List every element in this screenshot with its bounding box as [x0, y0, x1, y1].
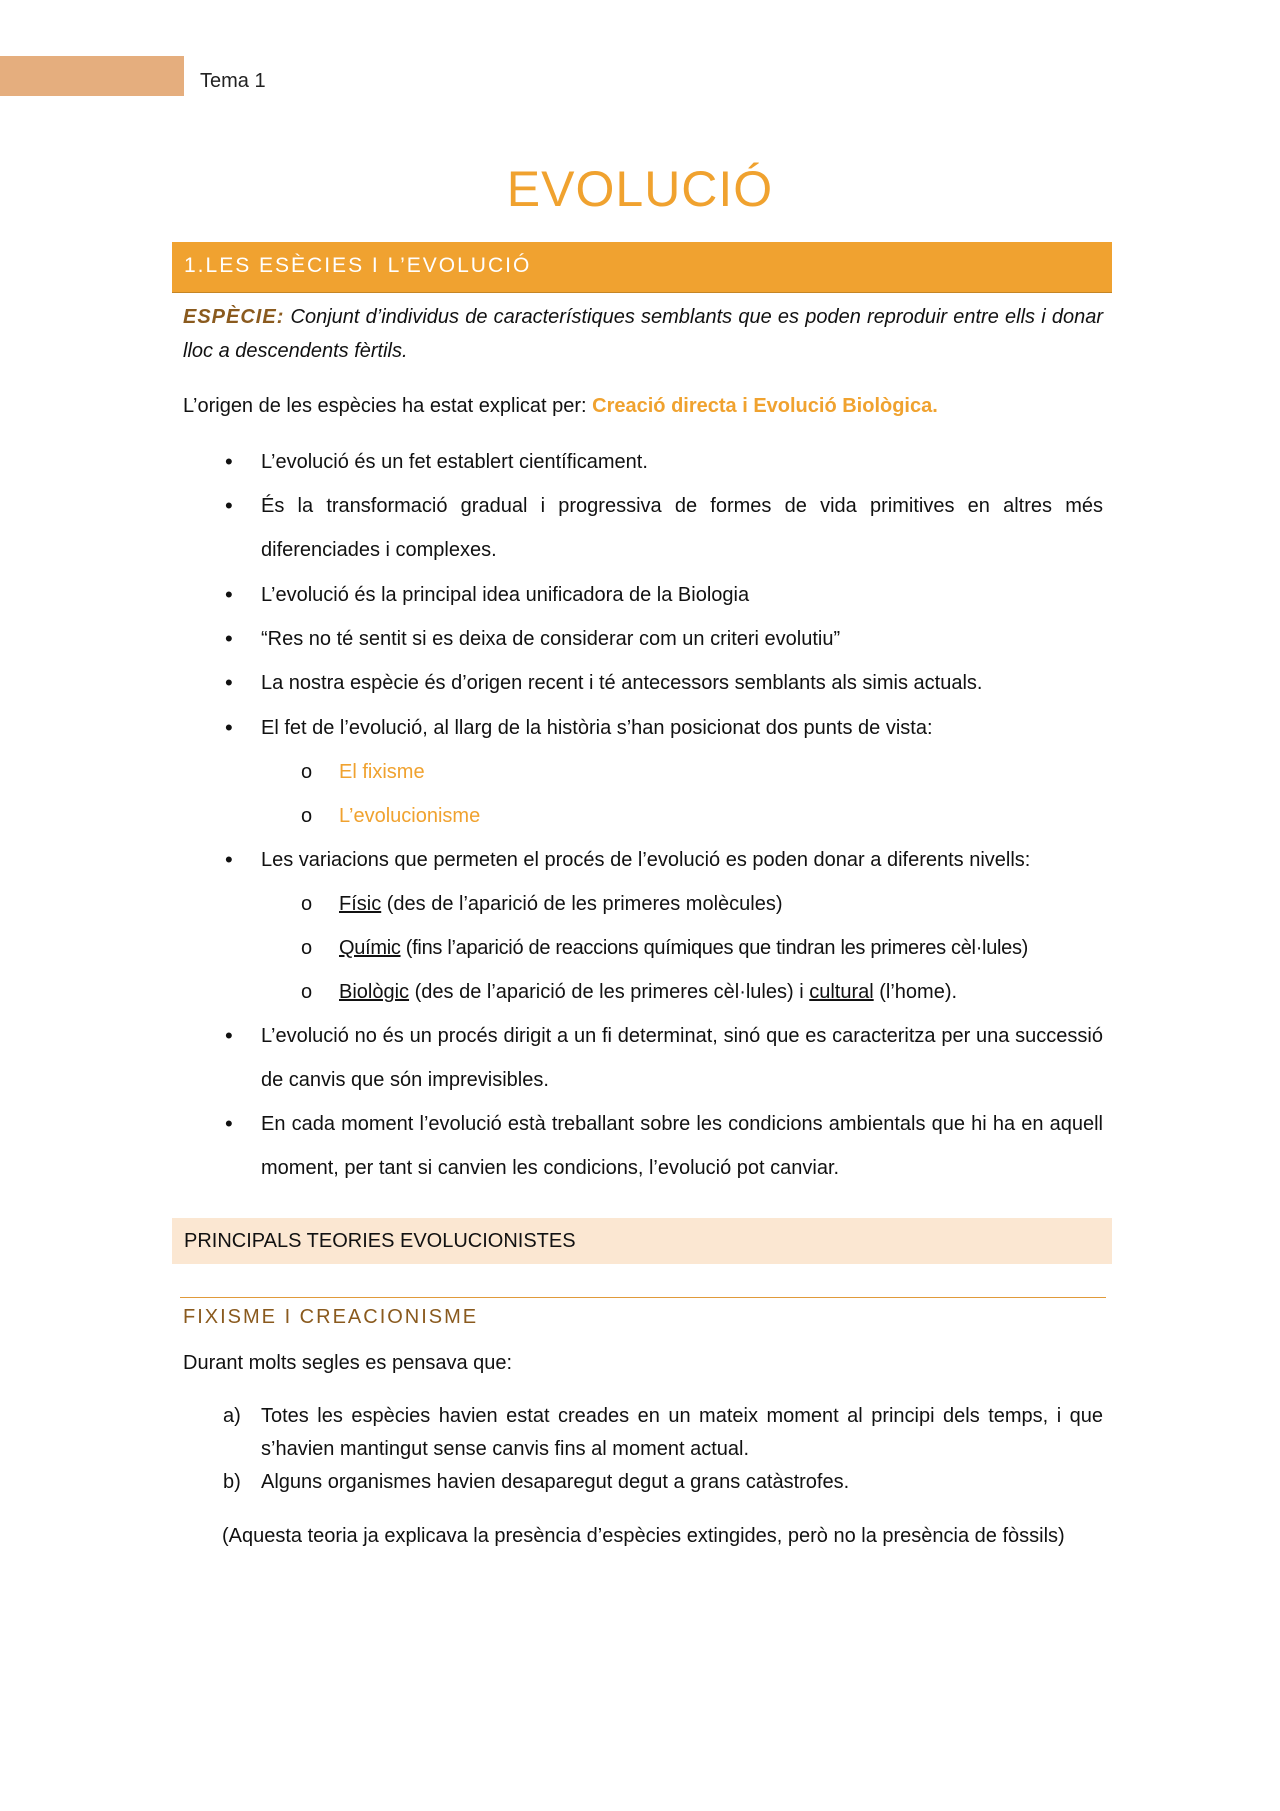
header-label: Tema 1 — [200, 70, 266, 92]
divider — [180, 1297, 1106, 1298]
section-heading-bar — [172, 242, 1112, 293]
level-description: (des de l’aparició de les primeres molècules) — [381, 893, 783, 915]
level-quimic — [339, 926, 1103, 970]
bullet-icon: • — [225, 847, 233, 872]
header-tab — [0, 56, 184, 96]
page-title: EVOLUCIÓ — [506, 161, 774, 217]
bullet-icon: • — [225, 449, 233, 474]
viewpoint-evolucionisme: L’evolucionisme — [339, 805, 481, 827]
level-description-cultural: (l’home). — [873, 981, 958, 1003]
subsection-heading: PRINCIPALS TEORIES EVOLUCIONISTES — [184, 1230, 576, 1252]
definition-text: Conjunt d’individus de característiques semblants que es poden reproduir entre ells i donar lloc a descendents fèrtils. — [183, 306, 1103, 362]
bullet-text: L’evolució no és un procés dirigit a un fi determinat, sinó que es caracteritza per una successió de canvis que són imprevisibles. — [261, 1025, 1103, 1091]
bullet-text: El fet de l’evolució, al llarg de la història s’han posicionat dos punts de vista: — [261, 717, 933, 739]
bullet-icon: • — [225, 1111, 233, 1136]
lettered-list — [183, 1400, 1103, 1499]
bullet-text: En cada moment l’evolució està treballant sobre les condicions ambientals que hi ha en aquell moment, per tant si canvien les condicions, l’evolució pot canviar. — [261, 1113, 1103, 1179]
item-text: Totes les espècies havien estat creades en un mateix moment al principi dels temps, i que s’havien mantingut sense canvis fins al moment actual. — [261, 1405, 1103, 1460]
subsection-heading-bar — [172, 1218, 1112, 1264]
bullet-icon: • — [225, 626, 233, 651]
circle-bullet-icon: o — [301, 981, 313, 1003]
bullet-text: L’evolució és un fet establert científicament. — [261, 451, 648, 473]
item-label: b) — [223, 1471, 241, 1493]
level-term: Biològic — [339, 981, 410, 1003]
bullet-icon: • — [225, 493, 233, 518]
bullet-text: L’evolució és la principal idea unificadora de la Biologia — [261, 584, 750, 606]
bullet-icon: • — [225, 670, 233, 695]
level-term: Físic — [339, 893, 382, 915]
level-term-cultural: cultural — [809, 981, 874, 1003]
bullet-text: “Res no té sentit si es deixa de considerar com un criteri evolutiu” — [261, 628, 841, 650]
level-description: (des de l’aparició de les primeres cèl·lules) i — [409, 981, 810, 1003]
origin-highlight: Creació directa i Evolució Biològica. — [592, 395, 938, 417]
note-paragraph: (Aquesta teoria ja explicava la presència d’espècies extingides, però no la presència de fòssils) — [222, 1525, 1065, 1547]
circle-bullet-icon: o — [301, 805, 313, 827]
definition-term: ESPÈCIE: — [183, 306, 285, 328]
item-text: Alguns organismes havien desaparegut degut a grans catàstrofes. — [261, 1471, 850, 1493]
section-heading: 1.LES ESÈCIES I L’EVOLUCIÓ — [184, 254, 532, 277]
level-term: Químic — [339, 937, 401, 959]
item-label: a) — [223, 1405, 241, 1427]
subheading: FIXISME I CREACIONISME — [183, 1306, 479, 1328]
bullet-icon: • — [225, 715, 233, 740]
origin-text: L’origen de les espècies ha estat explicat per: — [183, 395, 593, 417]
circle-bullet-icon: o — [301, 937, 313, 959]
level-fisic — [339, 882, 1103, 926]
bullet-icon: • — [225, 582, 233, 607]
circle-bullet-icon: o — [301, 893, 313, 915]
origin-paragraph — [183, 389, 1103, 423]
intro-paragraph: Durant molts segles es pensava que: — [183, 1352, 513, 1374]
viewpoint-fixisme: El fixisme — [339, 761, 425, 783]
list-item — [183, 1466, 1103, 1499]
circle-bullet-icon: o — [301, 761, 313, 783]
bullet-text: La nostra espècie és d’origen recent i té antecessors semblants als simis actuals. — [261, 672, 983, 694]
bullet-icon: • — [225, 1023, 233, 1048]
bullet-text: És la transformació gradual i progressiva de formes de vida primitives en altres més diferenciades i complexes. — [261, 495, 1103, 561]
level-biologic — [339, 970, 1103, 1014]
bullet-text: Les variacions que permeten el procés de l’evolució es poden donar a diferents nivells: — [261, 849, 1031, 871]
definition-paragraph — [183, 300, 1103, 368]
level-description: (fins l’aparició de reaccions químiques que tindran les primeres cèl·lules) — [400, 937, 1029, 959]
list-item — [183, 1400, 1103, 1466]
